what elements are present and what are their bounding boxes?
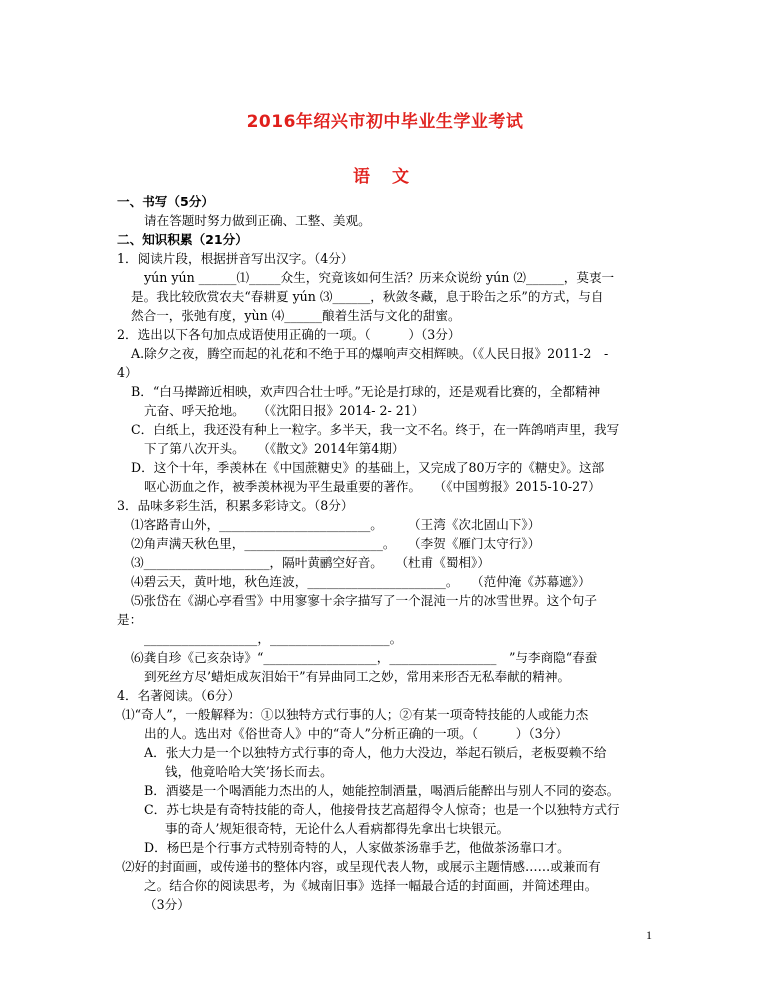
- q1-text-line: 是。我比较欣赏农夫“春耕夏 yún ⑶______，秋敛冬藏，息于聆缶之乐”的方式，与自: [131, 289, 604, 304]
- q3-item-6-cont: 到死丝方尽’蜡炬成灰泪始干”有异曲同工之妙，常用来形否无私奉献的精神。: [144, 669, 571, 684]
- q4-option-c: C．苏七块是有奇特技能的奇人，他接骨技艺高超得令人惊奇；也是一个以独特方式行: [144, 802, 620, 817]
- page-number: 1: [646, 928, 652, 942]
- q4-option-a: A．张大力是一个以独特方式行事的奇人，他力大没边，举起石锁后，老板耍赖不给: [144, 745, 607, 760]
- q4-part-1: ⑴“奇人”，一般解释为：①以独特方式行事的人；②有某一项奇特技能的人或能力杰: [122, 707, 589, 722]
- q3-item-4: ⑷碧云天，黄叶地，秋色连波，______________________。 （范仲淹《苏幕遮》）: [131, 574, 591, 589]
- q1-text-line: 然合一，张弛有度，yùn ⑷______酿着生活与文化的甜蜜。: [131, 308, 461, 323]
- q3-item-3: ⑶____________________，隔叶黄鹂空好音。 （杜甫《蜀相》）: [131, 555, 490, 570]
- q4-stem: 4．名著阅读。（6分）: [117, 688, 241, 703]
- q3-item-5: ⑸张岱在《湖心亭看雪》中用寥寥十余字描写了一个混沌一片的冰雪世界。这个句子: [131, 593, 597, 608]
- q2-stem: 2．选出以下各句加点成语使用正确的一项。（ ）（3分）: [117, 327, 461, 342]
- q4-option-a-cont: 钱，他竟哈哈大笑’扬长而去。: [165, 764, 333, 779]
- q2-option-b: B．“白马撵蹄近相映，欢声四合壮士呼。”无论是打球的，还是观看比赛的，全都精神: [131, 384, 601, 399]
- q2-option-d: D．这个十年，季羡林在《中国蔗糖史》的基础上，又完成了80万字的《糖史》。这部: [131, 460, 605, 475]
- q2-option-a-cont: 4）: [117, 365, 138, 380]
- q2-option-c-cont: 下了第八次开头。 （《散文》2014年第4期）: [144, 441, 405, 456]
- section-2-heading: 二、知识积累（21分）: [117, 232, 248, 247]
- q4-option-b: B．酒婆是一个喝酒能力杰出的人，她能控制酒量，喝酒后能醉出与别人不同的姿态。: [144, 783, 620, 798]
- q2-option-d-cont: 呕心沥血之作，被季羡林视为平生最重要的著作。 （《中国剪报》2015-10-27）: [144, 479, 601, 494]
- q1-text-line: yún yún ______⑴_____众生，究竟该如何生活？历来众说纷 yún ⑵______，莫衷一: [144, 270, 615, 285]
- q3-item-5-blanks: __________________，___________________。: [144, 631, 403, 646]
- q3-item-2: ⑵角声满天秋色里，______________________。 （李贺《雁门太守行》）: [131, 536, 541, 551]
- section-1-instruction: 请在答题时努力做到正确、工整、美观。: [144, 213, 371, 228]
- q2-option-a: A.除夕之夜，腾空而起的礼花和不绝于耳的爆响声交相辉映。（《人民日报》2011-2 -: [131, 346, 609, 361]
- subject-title: 语 文: [353, 167, 417, 187]
- q3-item-5-cont: 是：: [117, 612, 143, 627]
- q4-part-2-cont: 之。结合你的阅读思考，为《城南旧事》选择一幅最合适的封面画，并简述理由。: [144, 878, 598, 893]
- q4-part-1-cont: 出的人。选出对《俗世奇人》中的“奇人”分析正确的一项。（ ）（3分）: [144, 726, 568, 741]
- section-1-heading: 一、书写（5分）: [117, 194, 214, 209]
- q4-part-2-score: （3分）: [144, 897, 190, 912]
- q4-option-d: D．杨巴是个行事方式特别奇特的人，人家做茶汤靠手艺，他做茶汤靠口才。: [144, 840, 570, 855]
- q3-stem: 3．品味多彩生活，积累多彩诗文。（8分）: [117, 498, 354, 513]
- q2-option-b-cont: 亢奋、呼天抢地。 （《沈阳日报》2014- 2- 21）: [144, 403, 425, 418]
- exam-title: 2016年绍兴市初中毕业生学业考试: [246, 112, 524, 132]
- q1-stem: 1．阅读片段，根据拼音写出汉字。（4分）: [117, 251, 354, 266]
- q2-option-c: C．白纸上，我还没有种上一粒字。多半天，我一文不名。终于，在一阵鸽哨声里，我写: [131, 422, 620, 437]
- q3-item-1: ⑴客路青山外，________________________。 （王湾《次北固山下》）: [131, 517, 541, 532]
- q3-item-6: ⑹龚自珍《己亥杂诗》“__________________，_________________ ”与李商隐“春蚕: [131, 650, 598, 665]
- q4-part-2: ⑵好的封面画，或传递书的整体内容，或呈现代表人物，或展示主题情感……或兼而有: [122, 859, 601, 874]
- q4-option-c-cont: 事的奇人’规矩很奇特，无论什么人看病都得先拿出七块银元。: [165, 821, 510, 836]
